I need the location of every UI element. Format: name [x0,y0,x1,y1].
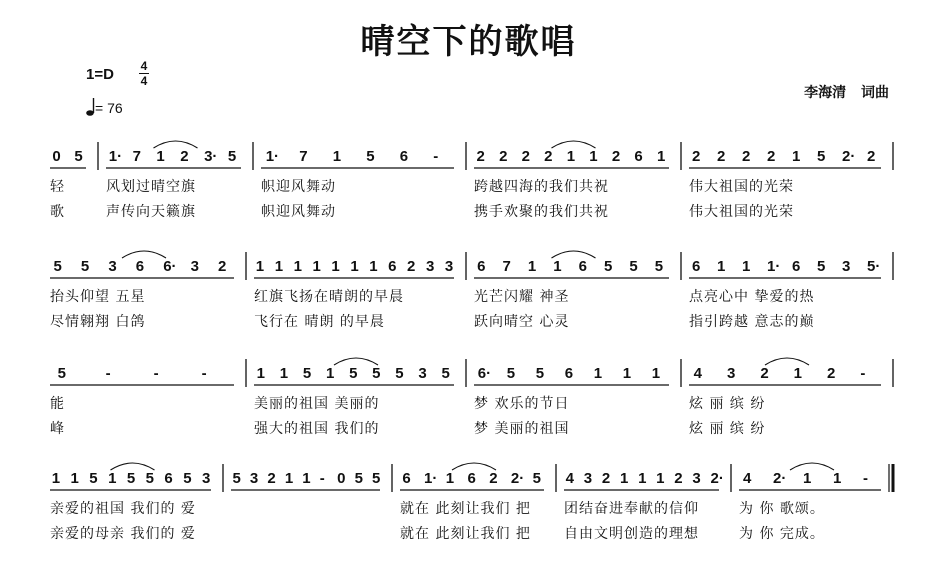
note: 1 [656,470,665,487]
lyric-verse-1: 光芒闪耀 神圣 [474,289,570,305]
note: 3 [842,258,851,275]
note: 5 [535,365,545,382]
note: 2· [773,470,787,487]
lyric-verse-1: 红旗飞扬在晴朗的早晨 [254,289,404,305]
note: - [153,365,159,382]
note: 1 [156,148,165,165]
note: 1 [332,148,342,165]
note: 5 [629,258,638,275]
note: 2· [710,470,724,487]
note: 1 [293,258,302,275]
score-system [48,148,896,258]
note: 2 [499,148,508,165]
note: 7 [299,148,308,165]
score-system-lines [48,365,896,399]
note: 3 [425,258,435,275]
note: 1 [256,365,265,382]
note: 6 [467,470,476,487]
lyric-verse-2: 峰 [50,421,65,437]
note: 5 [654,258,664,275]
note: 5 [532,470,541,487]
lyric-verse-1: 团结奋进奉献的信仰 [564,501,699,517]
lyric-verse-2: 强大的祖国 我们的 [254,421,380,437]
note: 5 [126,470,136,487]
note: 2 [742,148,751,165]
note: 3 [418,365,427,382]
time-signature [139,60,149,87]
note: 5 [145,470,154,487]
note: - [860,365,866,382]
note: 2 [760,365,769,382]
lyric-verse-1: 点亮心中 挚爱的热 [689,289,815,305]
song-title: 晴空下的歌唱 [360,22,577,62]
note: 5 [183,470,192,487]
note: 1· [767,258,781,275]
note: 3 [692,470,701,487]
note: 2 [827,365,836,382]
note: 1 [279,365,289,382]
note: 3 [444,258,454,275]
note: 5 [57,365,66,382]
note: 6 [399,148,409,165]
note: 5 [89,470,98,487]
note: 2 [767,148,776,165]
note: 4 [565,470,574,487]
note: - [863,470,868,487]
note: 1 [527,258,537,275]
note: 5· [867,258,881,275]
note: 2 [692,148,701,165]
lyric-verse-2: 携手欢聚的我们共祝 [474,204,609,220]
note: 1 [622,365,632,382]
note: 6· [163,258,177,275]
note: 2 [867,148,876,165]
note: 5 [817,148,826,165]
lyric-verse-2: 跃向晴空 心灵 [474,314,570,330]
note: 2· [842,148,856,165]
note: 6 [634,148,643,165]
key-signature: 1=D [86,66,114,83]
note: 5 [603,258,613,275]
note: 1 [331,258,340,275]
note: 1 [70,470,79,487]
note: 5 [366,148,375,165]
lyric-verse-1: 帜迎风舞动 [261,179,336,195]
note: 1 [619,470,629,487]
note: 1 [833,470,842,487]
note: 1 [51,470,61,487]
note: 1 [445,470,455,487]
note: 1 [325,365,335,382]
note: 2 [601,470,611,487]
note: 3 [249,470,259,487]
note: 1· [424,470,438,487]
note: 3 [190,258,199,275]
note: 5 [395,365,404,382]
lyric-verse-2: 尽情翱翔 白鸽 [50,314,146,330]
note: 1 [651,365,661,382]
lyric-verse-1: 炫 丽 缤 纷 [689,396,766,412]
note: 4 [693,365,702,382]
note: 6 [164,470,173,487]
lyric-verse-2: 梦 美丽的祖国 [474,421,570,437]
note: 6 [402,470,411,487]
author-credit: 李海清 词曲 [804,85,889,101]
lyric-verse-2: 伟大祖国的光荣 [689,204,794,220]
note: 5 [349,365,358,382]
note: 1 [284,470,294,487]
note: 2 [611,148,621,165]
note: 1 [553,258,562,275]
note: 5 [74,148,83,165]
note: 3 [201,470,211,487]
note: 5 [53,258,62,275]
note: 7 [132,148,141,165]
note: 2 [544,148,553,165]
slur [552,141,596,148]
lyric-verse-2: 指引跨越 意志的巅 [689,314,815,330]
note: 1 [593,365,603,382]
note: 2 [717,148,726,165]
lyric-verse-1: 亲爱的祖国 我们的 爱 [50,501,196,517]
note: 1 [312,258,321,275]
note: - [319,470,325,487]
note: 1· [265,148,280,165]
score-system [48,470,896,580]
note: 2 [476,148,485,165]
note: 3· [204,148,218,165]
quarter-note-icon [86,97,95,117]
note: 1· [108,148,123,165]
note: 5 [232,470,241,487]
note: 5 [354,470,363,487]
tempo-marking: = 76 [95,100,123,116]
note: 6 [388,258,397,275]
score-system [48,365,896,475]
lyric-verse-1: 风划过晴空旗 [106,179,196,195]
time-signature-top: 4 [140,59,148,73]
note: 1 [803,470,812,487]
lyric-verse-1: 跨越四海的我们共祝 [474,179,609,195]
note: 2 [674,470,683,487]
note: 1 [108,470,117,487]
note: 6 [564,365,574,382]
note: - [433,148,439,165]
lyric-verse-1: 能 [50,396,65,412]
note: 2 [407,258,416,275]
slur [154,141,198,148]
note: 1 [302,470,311,487]
note: 0 [52,148,61,165]
lyric-verse-2: 亲爱的母亲 我们的 爱 [50,526,196,542]
note: 5 [441,365,450,382]
note: 6 [135,258,145,275]
note: 1 [717,258,726,275]
note: 3 [727,365,736,382]
note: 5 [80,258,90,275]
note: 1 [792,148,801,165]
note: - [201,365,207,382]
note: 1 [566,148,576,165]
lyric-verse-1: 美丽的祖国 美丽的 [254,396,380,412]
lyric-verse-2: 帜迎风舞动 [261,204,336,220]
note: 5 [817,258,826,275]
note: - [105,365,111,382]
note: 7 [502,258,511,275]
note: 1 [793,365,802,382]
lyric-verse-2: 为 你 完成。 [739,526,825,542]
note: 2 [489,470,498,487]
note: 2 [218,258,227,275]
lyric-verse-2: 自由文明创造的理想 [564,526,699,542]
lyric-verse-2: 声传向天籁旗 [106,204,196,220]
note: 5 [372,470,381,487]
note: 6· [477,365,492,382]
note: 3 [583,470,593,487]
lyric-verse-1: 抬头仰望 五星 [50,289,146,305]
note: 1 [350,258,359,275]
lyric-verse-2: 就在 此刻让我们 把 [400,526,531,542]
score-system [48,258,896,368]
lyric-verse-1: 伟大祖国的光荣 [689,179,794,195]
note: 1 [656,148,666,165]
note: 6 [477,258,486,275]
note: 1 [274,258,284,275]
note: 6 [578,258,587,275]
note: 2 [521,148,530,165]
note: 1 [638,470,647,487]
note: 5 [506,365,516,382]
lyric-verse-1: 轻 [50,179,65,195]
note: 1 [369,258,378,275]
time-signature-bottom: 4 [140,74,148,88]
lyric-verse-2: 炫 丽 缤 纷 [689,421,766,437]
lyric-verse-2: 歌 [50,204,65,220]
note: 4 [743,470,752,487]
note: 2 [267,470,276,487]
note: 1 [742,258,751,275]
note: 6 [792,258,801,275]
note: 1 [255,258,265,275]
note: 0 [337,470,346,487]
note: 3 [108,258,117,275]
lyric-verse-1: 梦 欢乐的节日 [474,396,570,412]
note: 5 [227,148,237,165]
lyric-verse-2: 飞行在 晴朗 的早晨 [254,314,385,330]
note: 2 [180,148,189,165]
note: 5 [302,365,312,382]
lyric-verse-1: 就在 此刻让我们 把 [400,501,531,517]
note: 2· [510,470,525,487]
note: 6 [692,258,701,275]
lyric-verse-1: 为 你 歌颂。 [739,501,825,517]
note: 1 [589,148,598,165]
note: 5 [372,365,381,382]
